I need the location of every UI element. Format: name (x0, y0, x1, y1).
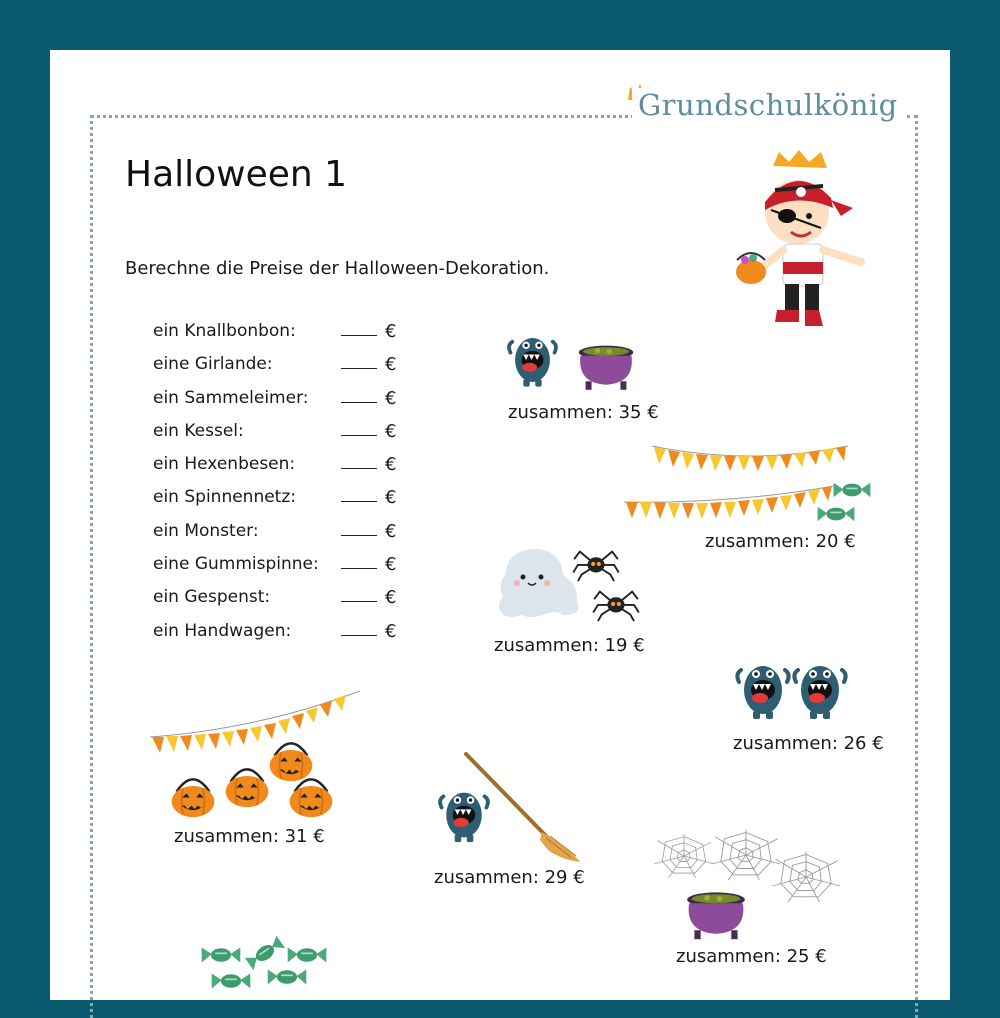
currency-symbol: € (385, 420, 397, 442)
list-item (153, 315, 413, 348)
garland-icon (650, 440, 850, 480)
item-label: ein Kessel: (153, 420, 244, 441)
currency-symbol: € (385, 520, 397, 542)
answer-blank[interactable] (341, 335, 377, 336)
item-label: ein Knallbonbon: (153, 321, 296, 341)
currency-symbol: € (385, 387, 397, 409)
list-item (153, 382, 413, 415)
answer-blank[interactable] (341, 535, 377, 536)
pumpkin-bucket-icon (222, 762, 272, 808)
answer-blank[interactable] (341, 601, 377, 602)
item-label: ein Gespenst: (153, 587, 271, 608)
list-item (153, 448, 413, 481)
total-netze-kessel: zusammen: 25 € (676, 946, 827, 967)
page-title: Halloween 1 (125, 154, 348, 195)
instruction-text: Berechne die Preise der Halloween-Dekoration. (125, 258, 550, 279)
total-monster-kessel: zusammen: 35 € (508, 402, 659, 423)
candy-icon (210, 968, 252, 994)
total-girlanden-bonbons: zusammen: 20 € (705, 531, 856, 552)
answer-blank[interactable] (341, 435, 377, 436)
currency-symbol: € (385, 354, 397, 376)
answer-blank[interactable] (341, 468, 377, 469)
monster-icon (733, 660, 793, 720)
monster-icon (790, 660, 850, 720)
currency-symbol: € (385, 587, 397, 609)
item-label: eine Girlande: (153, 354, 273, 375)
price-list (153, 315, 413, 648)
list-item (153, 348, 413, 381)
total-zwei-monster: zusammen: 26 € (733, 733, 884, 754)
item-label: ein Handwagen: (153, 620, 292, 641)
cauldron-icon (680, 885, 752, 943)
spiderweb-icon (770, 850, 842, 904)
cauldron-icon (572, 340, 640, 392)
total-monster-besen: zusammen: 29 € (434, 867, 585, 888)
spider-icon (572, 544, 620, 582)
spiderweb-icon (653, 832, 715, 880)
currency-symbol: € (385, 620, 397, 642)
pirate-kid-illustration (735, 150, 875, 330)
garland-icon (622, 482, 837, 530)
pumpkin-bucket-icon (168, 772, 218, 818)
list-item (153, 415, 413, 448)
candy-icon (832, 478, 872, 502)
currency-symbol: € (385, 554, 397, 576)
answer-blank[interactable] (341, 368, 377, 369)
pumpkin-bucket-icon (286, 772, 336, 818)
garland-icon (148, 685, 363, 755)
list-item (153, 581, 413, 614)
monster-icon (505, 330, 560, 390)
currency-symbol: € (385, 454, 397, 476)
answer-blank[interactable] (341, 635, 377, 636)
item-label: ein Spinnennetz: (153, 487, 296, 508)
list-item (153, 481, 413, 514)
currency-symbol: € (385, 321, 397, 342)
currency-symbol: € (385, 487, 397, 509)
item-label: ein Sammeleimer: (153, 387, 309, 408)
list-item (153, 515, 413, 548)
answer-blank[interactable] (341, 501, 377, 502)
list-item (153, 548, 413, 581)
brand-logo: Grundschulkönig (632, 88, 904, 122)
item-label: ein Hexenbesen: (153, 454, 296, 475)
candy-icon (816, 502, 856, 526)
candy-icon (266, 964, 308, 990)
spider-icon (592, 584, 640, 622)
total-girlande-eimer: zusammen: 31 € (174, 826, 325, 847)
list-item (153, 615, 413, 648)
item-label: eine Gummispinne: (153, 554, 319, 575)
broom-icon (462, 750, 582, 865)
total-gespenst-spinnen: zusammen: 19 € (494, 635, 645, 656)
answer-blank[interactable] (341, 402, 377, 403)
candy-icon (200, 942, 242, 968)
item-label: ein Monster: (153, 520, 259, 541)
worksheet (50, 50, 950, 1000)
answer-blank[interactable] (341, 568, 377, 569)
